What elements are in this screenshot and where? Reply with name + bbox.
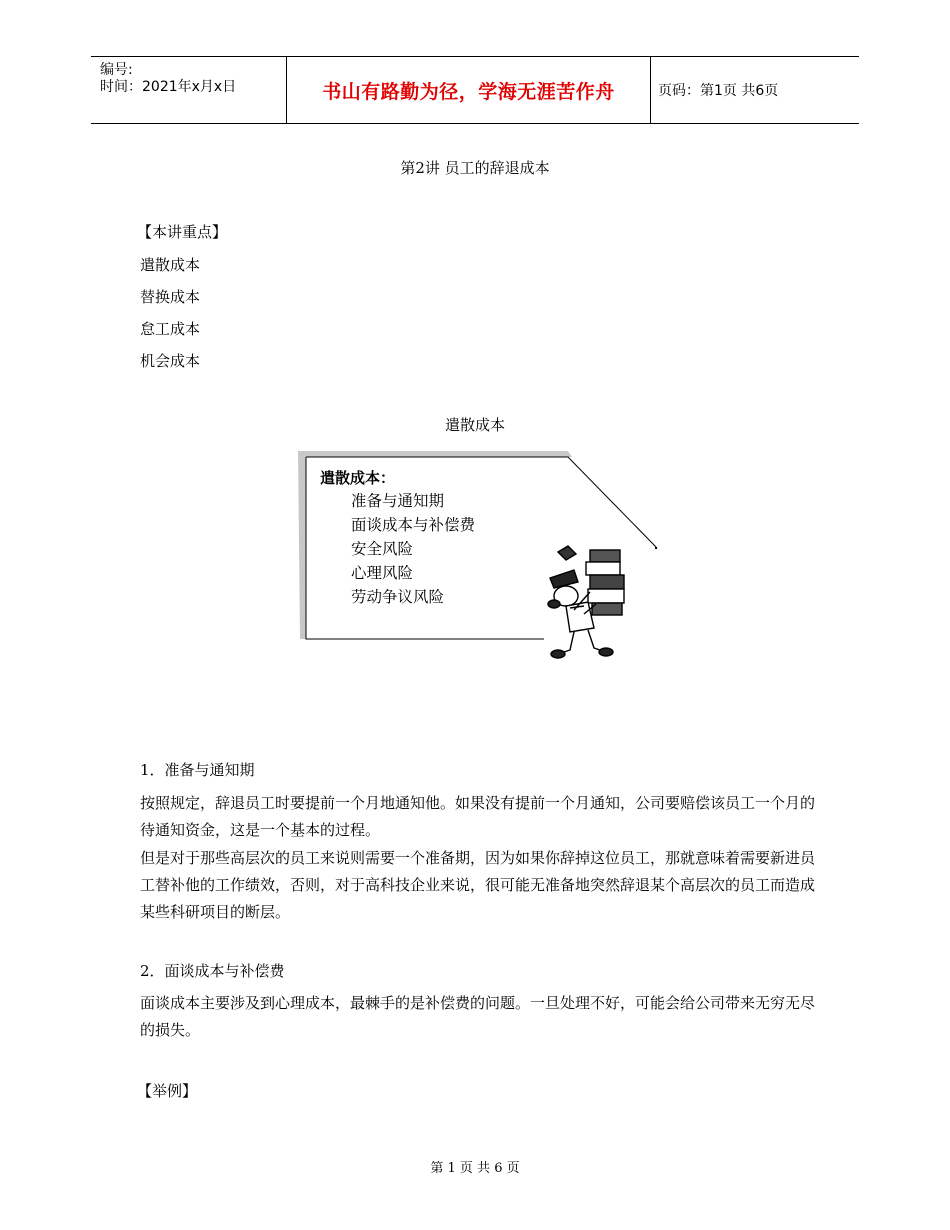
- page-code: 页码：第1页 共6页: [658, 83, 779, 99]
- key-point-item: 怠工成本: [140, 320, 201, 338]
- severance-cost-figure: [296, 449, 666, 664]
- box-item: 面谈成本与补偿费: [351, 516, 476, 534]
- key-point-item: 遣散成本: [140, 256, 201, 274]
- box-item: 安全风险: [351, 540, 414, 558]
- example-heading: 【举例】: [137, 1082, 198, 1100]
- header-table: [91, 56, 859, 124]
- section1-paragraph: 但是对于那些高层次的员工来说则需要一个准备期，因为如果你辞掉这位员工，那就意味着需要新进员工替补他的工作绩效，否则，对于高科技企业来说，很可能无准备地突然辞退某个高层次的员工而造成某些科研项目的断层。: [140, 849, 816, 921]
- key-point-item: 机会成本: [140, 352, 201, 370]
- section1-heading: 1．准备与通知期: [140, 761, 255, 779]
- box-item: 准备与通知期: [351, 492, 445, 510]
- box-item: 劳动争议风险: [351, 588, 445, 606]
- man-carrying-boxes-icon: [544, 542, 636, 664]
- header-page-cell: [650, 57, 859, 123]
- box-item: 心理风险: [351, 564, 414, 582]
- header-motto-cell: [286, 57, 651, 123]
- section2-paragraph: 面谈成本主要涉及到心理成本，最棘手的是补偿费的问题。一旦处理不好，可能会给公司带来无穷无尽的损失。: [140, 994, 816, 1039]
- key-point-item: 替换成本: [140, 288, 201, 306]
- key-points-heading: 【本讲重点】: [137, 223, 228, 241]
- section1-paragraph: 按照规定，辞退员工时要提前一个月地通知他。如果没有提前一个月通知，公司要赔偿该员工一个月的待通知资金，这是一个基本的过程。: [140, 794, 816, 839]
- figure-caption: 遣散成本: [444, 416, 505, 434]
- time-label: 时间：2021年x月x日: [100, 79, 237, 95]
- motto: 书山有路勤为径，学海无涯苦作舟: [322, 80, 615, 103]
- section2-heading: 2．面谈成本与补偿费: [140, 962, 285, 980]
- header-meta-cell: [91, 57, 286, 123]
- box-title: 遣散成本：: [320, 469, 396, 487]
- lecture-title: 第2讲 员工的辞退成本: [400, 159, 550, 177]
- number-label: 编号:: [100, 62, 133, 78]
- page-footer: 第 1 页 共 6 页: [430, 1161, 520, 1176]
